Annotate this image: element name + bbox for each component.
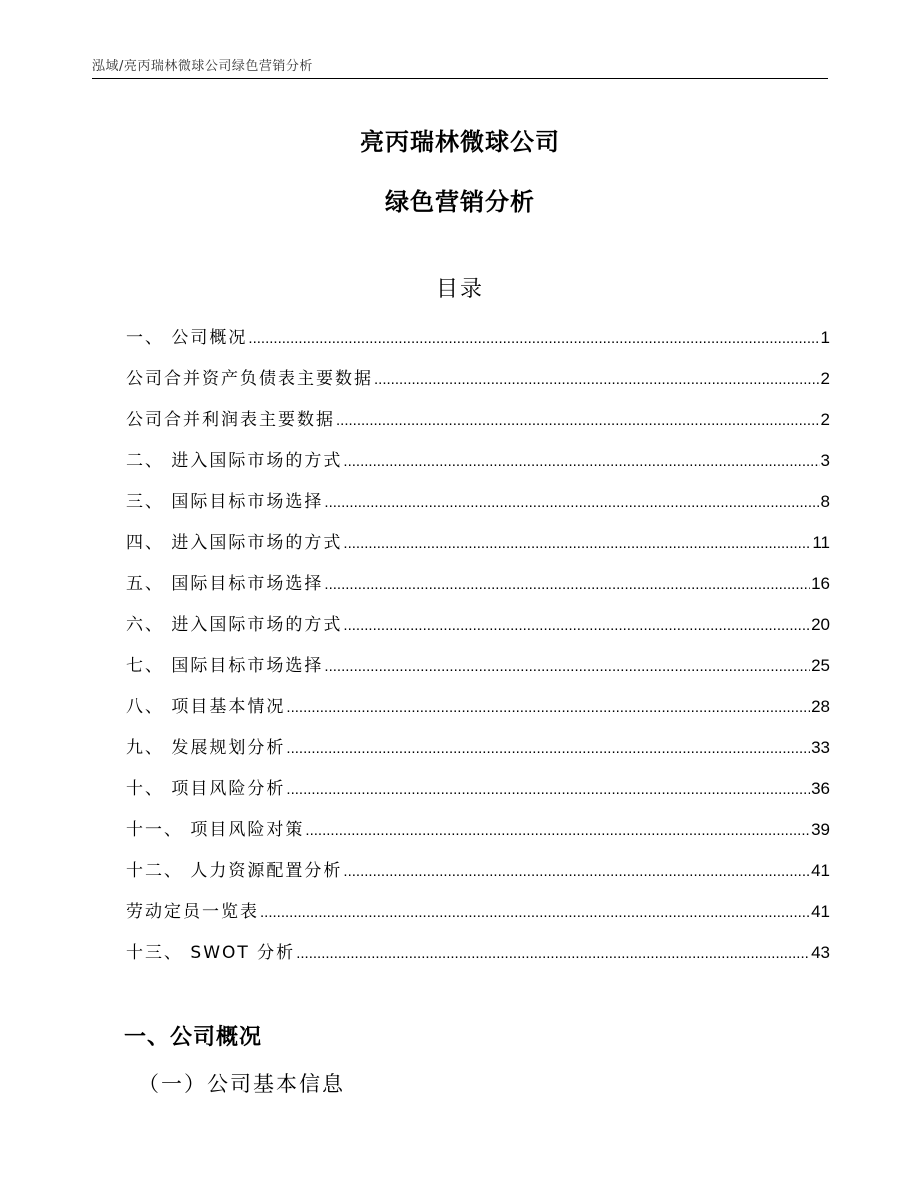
toc-leader-dots <box>286 730 810 767</box>
document-title-line-2: 绿色营销分析 <box>385 188 535 216</box>
toc-entry-label: 二、 进入国际市场的方式 <box>126 451 343 471</box>
toc-entry[interactable] <box>126 566 830 607</box>
toc-entry-label: 一、 公司概况 <box>126 328 248 348</box>
toc-entry-label: 十一、 项目风险对策 <box>126 820 305 840</box>
toc-leader-dots <box>343 607 810 644</box>
toc-entry[interactable] <box>126 730 830 771</box>
toc-entry[interactable] <box>126 648 830 689</box>
toc-entry[interactable] <box>126 935 830 976</box>
toc-entry-label: 七、 国际目标市场选择 <box>126 656 324 676</box>
header-divider <box>92 78 828 79</box>
toc-entry-label: 四、 进入国际市场的方式 <box>126 533 343 553</box>
toc-entry-label: 五、 国际目标市场选择 <box>126 574 324 594</box>
toc-entry-label: 公司合并资产负债表主要数据 <box>126 369 373 389</box>
toc-entry-page: 33 <box>811 738 830 757</box>
toc-entry-page: 39 <box>811 820 830 839</box>
toc-entry-label: 劳动定员一览表 <box>126 902 259 922</box>
toc-leader-dots <box>260 894 810 931</box>
toc-entry[interactable] <box>126 607 830 648</box>
toc-leader-dots <box>324 484 819 521</box>
toc-leader-dots <box>343 853 810 890</box>
toc-entry[interactable] <box>126 402 830 443</box>
toc-entry[interactable] <box>126 771 830 812</box>
toc-entry-page: 41 <box>811 861 830 880</box>
toc-entry-page: 16 <box>811 574 830 593</box>
subsection-heading: （一）公司基本信息 <box>138 1072 345 1096</box>
section-heading: 一、公司概况 <box>124 1025 263 1050</box>
toc-entry-label: 三、 国际目标市场选择 <box>126 492 324 512</box>
toc-entry-label: 公司合并利润表主要数据 <box>126 410 335 430</box>
toc-entry-page: 20 <box>811 615 830 634</box>
toc-leader-dots <box>324 648 810 685</box>
toc-leader-dots <box>343 443 819 480</box>
toc-entry[interactable] <box>126 443 830 484</box>
toc-leader-dots <box>296 935 810 972</box>
toc-entry-label: 八、 项目基本情况 <box>126 697 286 717</box>
toc-entry[interactable] <box>126 689 830 730</box>
toc-entry[interactable] <box>126 812 830 853</box>
toc-heading: 目录 <box>435 277 484 302</box>
toc-entry[interactable] <box>126 894 830 935</box>
toc-leader-dots <box>248 320 819 357</box>
toc-entry-page: 1 <box>820 328 830 347</box>
toc-entry[interactable] <box>126 853 830 894</box>
toc-entry-page: 11 <box>812 533 830 552</box>
toc-leader-dots <box>324 566 810 603</box>
toc-entry-page: 2 <box>820 369 830 388</box>
toc-entry-label: 九、 发展规划分析 <box>126 738 286 758</box>
toc-entry-label: 十二、 人力资源配置分析 <box>126 861 343 881</box>
toc-entry[interactable] <box>126 484 830 525</box>
toc-entry-page: 8 <box>820 492 830 511</box>
toc-entry[interactable] <box>126 320 830 361</box>
toc-entry-page: 2 <box>820 410 830 429</box>
toc-entry-page: 43 <box>811 943 830 962</box>
toc-entry[interactable] <box>126 525 830 566</box>
toc-entry-page: 28 <box>811 697 830 716</box>
toc-entry[interactable] <box>126 361 830 402</box>
toc-entry-page: 36 <box>811 779 830 798</box>
toc-leader-dots <box>336 402 820 439</box>
toc-entry-page: 3 <box>820 451 830 470</box>
document-title-line-1: 亮丙瑞林微球公司 <box>360 128 560 156</box>
toc-entry-label: 十、 项目风险分析 <box>126 779 286 799</box>
toc-entry-label: 十三、 SWOT 分析 <box>126 943 296 963</box>
table-of-contents <box>126 320 830 976</box>
running-header: 泓域/亮丙瑞林微球公司绿色营销分析 <box>92 59 313 74</box>
toc-entry-page: 25 <box>811 656 830 675</box>
toc-leader-dots <box>374 361 820 398</box>
toc-leader-dots <box>343 525 811 562</box>
toc-leader-dots <box>286 689 810 726</box>
toc-entry-label: 六、 进入国际市场的方式 <box>126 615 343 635</box>
toc-leader-dots <box>286 771 810 808</box>
toc-leader-dots <box>305 812 810 849</box>
toc-entry-page: 41 <box>811 902 830 921</box>
